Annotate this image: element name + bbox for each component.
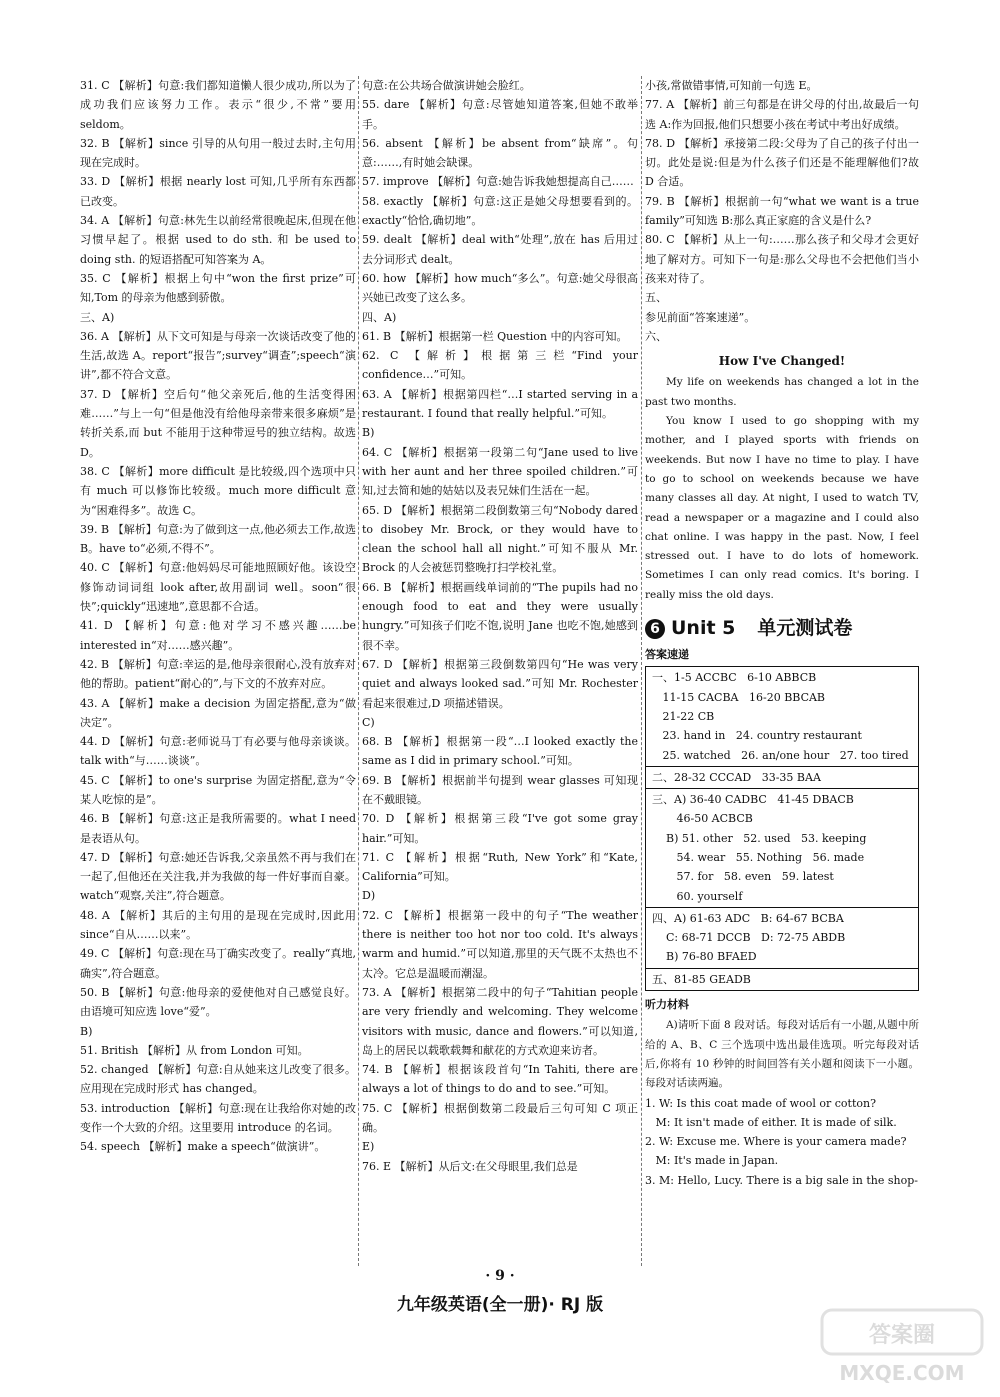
answer-item: 44. D 【解析】句意:老师说马丁有必要与他母亲谈谈。talk with“与……谈谈”。 <box>80 735 356 768</box>
answer-line: 46-50 ACBCB <box>652 812 753 826</box>
listening-line: 2. W: Excuse me. Where is your camera made? <box>645 1135 907 1149</box>
answer-item: 46. B 【解析】句意:这正是我所需要的。what I need 是表语从句。 <box>80 812 356 845</box>
answer-item: 62. C 【解析】根据第三栏“Find your confidence…”可知。 <box>362 349 638 382</box>
answer-item: 67. D 【解析】根据第三段倒数第四句“He was very quiet and always looked sad.”可知 Mr. Rochester 看起来很难过,D 项描述错误。 <box>362 657 638 710</box>
answer-item: 72. C 【解析】根据第一段中的句子“The weather there is neither too hot nor too cold. It's always warm and humid.”可以知道,那里的天气既不太热也不太冷。它总是温暖而潮湿。 <box>362 908 638 980</box>
answer-item: 65. D 【解析】根据第二段倒数第三句“Nobody dared to disobey Mr. Brock, or they would have to clean the school hall all night.”可知不服从 Mr. Brock 的人会被惩罚整晚打扫学校礼堂。 <box>362 503 638 575</box>
answer-line: 11-15 CACBA 16-20 BBCAB <box>652 690 826 704</box>
answer-item: 79. B 【解析】根据前一句“what we want is a true family”可知选 B:那么真正家庭的含义是什么? <box>645 194 919 228</box>
answer-item: B) <box>362 426 375 440</box>
answer-line: B) 76-80 BFAED <box>652 950 757 964</box>
answer-row <box>646 969 918 990</box>
answer-line: 25. watched 26. an/one hour 27. too tired <box>652 748 909 762</box>
answer-item: 51. British 【解析】从 from London 可知。 <box>80 1043 309 1057</box>
answer-row <box>646 908 918 969</box>
answer-line: 五、81-85 GEADB <box>652 972 751 986</box>
answer-item: 48. A 【解析】其后的主句用的是现在完成时,因此用 since“自从……以来”。 <box>80 908 356 942</box>
answer-item: 73. A 【解析】根据第二段中的句子“Tahitian people are very friendly and welcoming. They welcome visitors with music, dance and flowers.”可以知道,岛上的居民以载歌载舞和献花的方式欢迎来访者。 <box>362 985 638 1057</box>
answer-item: 71. C 【解析】根据“Ruth, New York”和“Kate, California”可知。 <box>362 850 638 884</box>
answer-row <box>646 789 918 908</box>
column-right <box>645 76 919 1190</box>
essay-body <box>645 373 919 605</box>
answer-item: 76. E 【解析】从后文:在父母眼里,我们总是 <box>362 1159 578 1173</box>
answer-line: C: 68-71 DCCB D: 72-75 ABDB <box>652 931 846 945</box>
answer-box <box>645 666 919 991</box>
answer-item: 59. dealt 【解析】deal with“处理”,放在 has 后用过去分词形式 dealt。 <box>362 233 638 266</box>
answer-item: 55. dare 【解析】句意:尽管她知道答案,但她不敢举手。 <box>362 98 638 131</box>
answer-item: 49. C 【解析】句意:现在马丁确实改变了。really“真地,确实”,符合题意。 <box>80 947 356 980</box>
answer-item: 五、 <box>645 291 667 305</box>
answer-item: 四、A) <box>362 310 397 324</box>
answer-item: 参见前面“答案速递”。 <box>645 310 756 324</box>
answer-item: 75. C 【解析】根据倒数第二段最后三句可知 C 项正确。 <box>362 1101 638 1135</box>
answer-line: B) 51. other 52. used 53. keeping <box>652 831 867 845</box>
listening-line: M: It isn't made of either. It is made of silk. <box>645 1115 897 1129</box>
listening-material <box>645 1016 919 1190</box>
answer-row <box>646 667 918 766</box>
answer-item: 37. D 【解析】空后句“他父亲死后,他的生活变得困难……”与上一句“但是他没有给他母亲带来很多麻烦”是转折关系,而 but 不能用于这种带逗号的独立结构。故选 D。 <box>80 387 356 459</box>
answer-item: 56. absent 【解析】be absent from“缺席”。句意:……,有时她会缺课。 <box>362 136 638 170</box>
book-title: 九年级英语(全一册)· RJ 版 <box>396 1295 604 1315</box>
answer-item: 70. D 【解析】根据第三段“I've got some gray hair.”可知。 <box>362 812 638 845</box>
answer-item: 68. B 【解析】根据第一段“…I looked exactly the same as I did in primary school.”可知。 <box>362 735 638 768</box>
unit-heading <box>645 619 919 639</box>
answer-item: 66. B 【解析】根据画线单词前的“The pupils had no enough food to eat and they were usually hungry.”可知孩子们吃不饱,说明 Jane 也吃不饱,她感到很不幸。 <box>362 580 638 652</box>
listening-line: A)请听下面 8 段对话。每段对话后有一小题,从题中所给的 A、B、C 三个选项中选出最佳选项。听完每段对话后,你将有 10 秒钟的时间回答有关小题和阅读下一小题。每段对话读两遍。 <box>645 1019 919 1090</box>
answer-item: 57. improve 【解析】句意:她告诉我她想提高自己…… <box>362 175 634 189</box>
answer-item: 61. B 【解析】根据第一栏 Question 中的内容可知。 <box>362 329 628 343</box>
answer-item: 39. B 【解析】句意:为了做到这一点,他必须去工作,故选 B。have to“必须,不得不”。 <box>80 522 356 556</box>
essay-title: How I've Changed! <box>718 354 846 369</box>
answer-item: 31. C 【解析】句意:我们都知道懒人很少成功,所以为了成功我们应该努力工作。表示“很少,不常”要用 seldom。 <box>80 79 356 131</box>
answer-item: 36. A 【解析】从下文可知是与母亲一次谈话改变了他的生活,故选 A。report“报告”;survey“调查”;speech“演讲”,都不符合文意。 <box>80 329 356 382</box>
answer-item: 50. B 【解析】句意:他母亲的爱使他对自己感觉良好。由语境可知应选 love“爱”。 <box>80 985 356 1019</box>
answer-item: 43. A 【解析】make a decision 为固定搭配,意为“做决定”。 <box>80 696 356 729</box>
answer-item: 35. C 【解析】根据上句中“won the first prize”可知,Tom 的母亲为他感到骄傲。 <box>80 271 356 305</box>
listening-line: 1. W: Is this coat made of wool or cotton? <box>645 1096 876 1110</box>
answer-line: 60. yourself <box>652 889 743 903</box>
essay-paragraph: My life on weekends has changed a lot in the past two months. <box>645 376 919 408</box>
listening-line: M: It's made in Japan. <box>645 1154 779 1168</box>
unit-title: 单元测试卷 <box>757 617 853 640</box>
answer-line: 54. wear 55. Nothing 56. made <box>652 850 865 864</box>
watermark-line2: MXQE.COM <box>839 1361 965 1385</box>
answer-line: 四、A) 61-63 ADC B: 64-67 BCBA <box>652 911 844 925</box>
listening-line: 3. M: Hello, Lucy. There is a big sale in the shop- <box>645 1173 918 1187</box>
watermark-logo <box>812 1300 992 1390</box>
answer-item: E) <box>362 1140 375 1154</box>
answer-line: 一、1-5 ACCBC 6-10 ABBCB <box>652 671 817 685</box>
column-divider <box>641 76 642 1266</box>
answer-item: 53. introduction 【解析】句意:现在让我给你对她的改变作一个大致的介绍。这里要用 introduce 的名词。 <box>80 1101 356 1135</box>
answer-line: 二、28-32 CCCAD 33-35 BAA <box>652 770 821 784</box>
answer-explanations <box>645 76 919 346</box>
answer-item: 77. A 【解析】前三句都是在讲父母的付出,故最后一句选 A:作为回报,他们只想要小孩在考试中考出好成绩。 <box>645 98 919 131</box>
answer-item: B) <box>80 1024 93 1038</box>
column-middle <box>362 76 638 1176</box>
answer-item: D) <box>362 889 376 903</box>
column-divider <box>358 76 359 1266</box>
answer-item: 64. C 【解析】根据第一段第二句“Jane used to live with her aunt and her three spoiled children.”可知,过去简和她的姑姑以及表兄妹们生活在一起。 <box>362 445 638 498</box>
answer-item: 41. D 【解析】句意:他对学习不感兴趣……be interested in“对……感兴趣”。 <box>80 619 356 652</box>
answer-line: 23. hand in 24. country restaurant <box>652 729 862 743</box>
answer-item: 74. B 【解析】根据该段首句“In Tahiti, there are always a lot of things to do and to see.”可知。 <box>362 1063 638 1096</box>
unit-badge: 6 <box>645 619 665 639</box>
answer-item: 句意:在公共场合做演讲她会脸红。 <box>362 79 531 92</box>
answer-item: 80. C 【解析】从上一句:……那么孩子和父母才会更好地了解对方。可知下一句是:那么父母也不会把他们当小孩来对待了。 <box>645 233 919 285</box>
answer-item: 38. C 【解析】more difficult 是比较级,四个选项中只有 much 可以修饰比较级。much more difficult 意为“困难得多”。故选 C。 <box>80 464 356 517</box>
answer-item: 47. D 【解析】句意:她还告诉我,父亲虽然不再与我们在一起了,但他还在关注我,并为我做的每一件好事而自豪。watch“观察,关注”,符合题意。 <box>80 850 356 903</box>
answer-line: 三、A) 36-40 CADBC 41-45 DBACB <box>652 793 854 807</box>
answer-item: 33. D 【解析】根据 nearly lost 可知,几乎所有东西都已改变。 <box>80 175 356 208</box>
listening-label: 听力材料 <box>645 998 689 1012</box>
answer-item: 69. B 【解析】根据前半句提到 wear glasses 可知现在不戴眼镜。 <box>362 773 638 806</box>
answer-line: 21-22 CB <box>652 709 715 723</box>
answer-item: 42. B 【解析】句意:幸运的是,他母亲很耐心,没有放弃对他的帮助。patient“耐心的”,与下文的不放弃对应。 <box>80 657 356 691</box>
answer-item: 三、A) <box>80 310 115 324</box>
column-left <box>80 76 356 1157</box>
answers-label: 答案速递 <box>645 648 689 662</box>
answer-item: 34. A 【解析】句意:林先生以前经常很晚起床,但现在他习惯早起了。根据 used to do sth. 和 be used to doing sth. 的短语搭配可知答案为 A。 <box>80 214 356 266</box>
answer-item: 78. D 【解析】承接第二段:父母为了自己的孩子付出一切。此处是说:但是为什么孩子们还是不能理解他们?故 D 合适。 <box>645 136 919 189</box>
answer-item: 63. A 【解析】根据第四栏“…I started serving in a restaurant. I found that really helpful.”可知。 <box>362 387 638 421</box>
answer-item: 58. exactly 【解析】句意:这正是她父母想要看到的。exactly“恰恰,确切地”。 <box>362 194 638 228</box>
answer-item: 45. C 【解析】to one's surprise 为固定搭配,意为“令某人吃惊的是”。 <box>80 773 356 806</box>
answer-row <box>646 767 918 789</box>
answer-item: 40. C 【解析】句意:他妈妈尽可能地照顾好他。该设空修饰动词词组 look after,故用副词 well。soon“很快”;quickly“迅速地”,意思都不合适。 <box>80 561 356 614</box>
answer-item: C) <box>362 715 375 729</box>
essay-paragraph: You know I used to go shopping with my mother, and I played sports with friends on weekends. But now I have no time to play. I have to go to school on weekends because we have many classes all day. At night, I used to watch TV, read a newspaper or a magazine and I could also chat online. I was happy in the past. Now, I feel stressed out. I have to do lots of homework. Sometimes I can only read comics. It's boring. I really miss the old days. <box>645 415 919 601</box>
answer-item: 六、 <box>645 329 667 343</box>
unit-name: Unit 5 <box>671 617 736 640</box>
answer-item: 32. B 【解析】since 引导的从句用一般过去时,主句用现在完成时。 <box>80 136 356 170</box>
answer-line: 57. for 58. even 59. latest <box>652 870 834 884</box>
answer-item: 60. how 【解析】how much“多么”。句意:她父母很高兴她已改变了这么多。 <box>362 271 638 305</box>
watermark-line1: 答案圈 <box>868 1323 936 1348</box>
answer-item: 54. speech 【解析】make a speech“做演讲”。 <box>80 1140 326 1154</box>
page-number: · 9 · <box>485 1268 515 1284</box>
answer-item: 52. changed 【解析】句意:自从她来这儿改变了很多。应用现在完成时形式 has changed。 <box>80 1063 356 1096</box>
answer-item: 小孩,常做错事情,可知前一句选 E。 <box>645 79 818 92</box>
